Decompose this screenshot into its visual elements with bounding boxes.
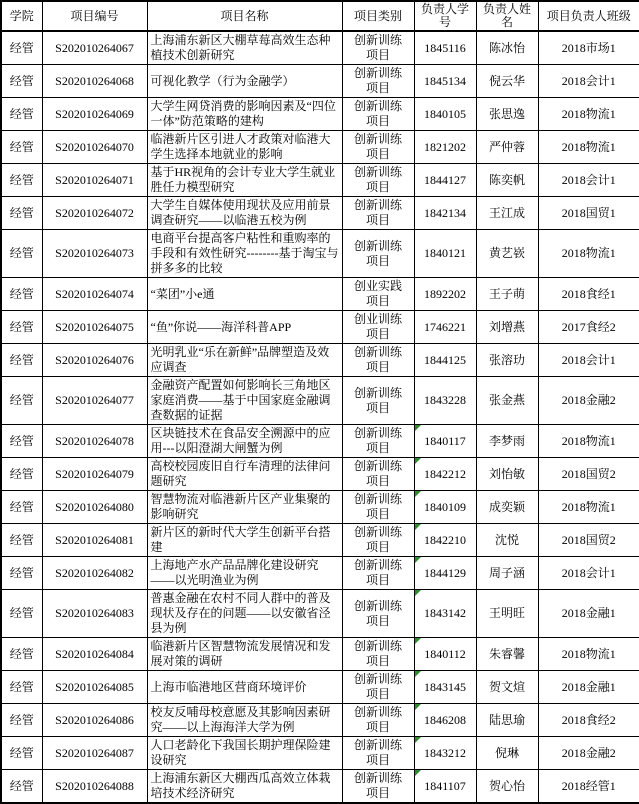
cell-code[interactable]: S202010264086 bbox=[42, 704, 147, 737]
table-row bbox=[1, 344, 639, 377]
cell-leader-name[interactable]: 沈悦 bbox=[476, 524, 538, 557]
table-row bbox=[1, 164, 639, 197]
cell-student-id[interactable]: 1843228 bbox=[414, 377, 476, 425]
table-row bbox=[1, 671, 639, 704]
cell-college[interactable]: 经管 bbox=[1, 425, 42, 458]
cell-college[interactable]: 经管 bbox=[1, 131, 42, 164]
cell-category[interactable]: 创新训练项目 bbox=[342, 590, 414, 638]
error-flag-triangle-icon bbox=[415, 491, 421, 497]
cell-leader-name[interactable]: 刘怡敏 bbox=[476, 458, 538, 491]
cell-college[interactable]: 经管 bbox=[1, 65, 42, 98]
cell-student-id[interactable]: 1840112 bbox=[414, 638, 476, 671]
cell-class[interactable]: 2018金融2 bbox=[538, 377, 639, 425]
cell-code[interactable]: S202010264073 bbox=[42, 230, 147, 278]
cell-name[interactable]: 上海地产水产品品牌化建设研究——以光明渔业为例 bbox=[147, 557, 342, 590]
cell-class[interactable]: 2018金融2 bbox=[538, 737, 639, 770]
cell-leader-name[interactable]: 周子涵 bbox=[476, 557, 538, 590]
cell-class[interactable]: 2018市场1 bbox=[538, 31, 639, 65]
cell-student-id[interactable]: 1840109 bbox=[414, 491, 476, 524]
cell-leader-name[interactable]: 倪云华 bbox=[476, 65, 538, 98]
cell-name[interactable]: 校友反哺母校意愿及其影响因素研究——以上海海洋大学为例 bbox=[147, 704, 342, 737]
cell-student-id[interactable]: 1892202 bbox=[414, 278, 476, 311]
cell-student-id[interactable]: 1746221 bbox=[414, 311, 476, 344]
cell-student-id[interactable]: 1821202 bbox=[414, 131, 476, 164]
column-header-class: 项目负责人班级 bbox=[538, 1, 639, 31]
error-flag-triangle-icon bbox=[415, 524, 421, 530]
cell-college[interactable]: 经管 bbox=[1, 704, 42, 737]
cell-leader-name[interactable]: 贺文煊 bbox=[476, 671, 538, 704]
cell-leader-name[interactable]: 倪琳 bbox=[476, 737, 538, 770]
cell-college[interactable]: 经管 bbox=[1, 31, 42, 65]
table-row bbox=[1, 704, 639, 737]
header-row bbox=[1, 1, 639, 31]
table-row bbox=[1, 377, 639, 425]
cell-category[interactable]: 创新训练项目 bbox=[342, 491, 414, 524]
cell-leader-name[interactable]: 严仲蓉 bbox=[476, 131, 538, 164]
table-row bbox=[1, 425, 639, 458]
cell-leader-name[interactable]: 王明旺 bbox=[476, 590, 538, 638]
column-header-name: 项目名称 bbox=[147, 1, 342, 31]
cell-category[interactable]: 创新训练项目 bbox=[342, 671, 414, 704]
cell-college[interactable]: 经管 bbox=[1, 278, 42, 311]
cell-leader-name[interactable]: 贺心怡 bbox=[476, 770, 538, 804]
cell-name[interactable]: 临港新片区引进人才政策对临港大学生选择本地就业的影响 bbox=[147, 131, 342, 164]
cell-college[interactable]: 经管 bbox=[1, 458, 42, 491]
cell-category[interactable]: 创新训练项目 bbox=[342, 770, 414, 804]
error-flag-triangle-icon bbox=[415, 671, 421, 677]
cell-code[interactable]: S202010264067 bbox=[42, 31, 147, 65]
cell-college[interactable]: 经管 bbox=[1, 164, 42, 197]
cell-leader-name[interactable]: 陆思瑜 bbox=[476, 704, 538, 737]
error-flag-triangle-icon bbox=[415, 590, 421, 596]
cell-name[interactable]: 普惠金融在农村不同人群中的普及现状及存在的问题——以安徽省泾县为例 bbox=[147, 590, 342, 638]
cell-category[interactable]: 创新训练项目 bbox=[342, 65, 414, 98]
column-header-leader-name: 负责人姓名 bbox=[476, 1, 538, 31]
cell-name[interactable]: 新片区的新时代大学生创新平台搭建 bbox=[147, 524, 342, 557]
table-body bbox=[1, 31, 639, 803]
cell-leader-name[interactable]: 陈冰怡 bbox=[476, 31, 538, 65]
cell-name[interactable]: “菜团”小e通 bbox=[147, 278, 342, 311]
cell-class[interactable]: 2018会计1 bbox=[538, 344, 639, 377]
column-header-college: 学院 bbox=[1, 1, 42, 31]
cell-code[interactable]: S202010264077 bbox=[42, 377, 147, 425]
cell-code[interactable]: S202010264088 bbox=[42, 770, 147, 804]
table-row bbox=[1, 197, 639, 230]
cell-name[interactable]: 大学生自媒体使用现状及应用前景调查研究——以临港五校为例 bbox=[147, 197, 342, 230]
cell-category[interactable]: 创新训练项目 bbox=[342, 458, 414, 491]
cell-name[interactable]: “鱼”你说——海洋科普APP bbox=[147, 311, 342, 344]
cell-category[interactable]: 创新训练项目 bbox=[342, 197, 414, 230]
cell-college[interactable]: 经管 bbox=[1, 344, 42, 377]
error-flag-triangle-icon bbox=[415, 425, 421, 431]
cell-college[interactable]: 经管 bbox=[1, 770, 42, 804]
cell-code[interactable]: S202010264075 bbox=[42, 311, 147, 344]
cell-class[interactable]: 2018物流1 bbox=[538, 425, 639, 458]
cell-class[interactable]: 2018金融1 bbox=[538, 671, 639, 704]
cell-class[interactable]: 2018国贸2 bbox=[538, 524, 639, 557]
cell-code[interactable]: S202010264070 bbox=[42, 131, 147, 164]
cell-leader-name[interactable]: 张思逸 bbox=[476, 98, 538, 131]
cell-leader-name[interactable]: 刘增燕 bbox=[476, 311, 538, 344]
error-flag-triangle-icon bbox=[415, 638, 421, 644]
table-row bbox=[1, 524, 639, 557]
cell-class[interactable]: 2018物流1 bbox=[538, 131, 639, 164]
cell-category[interactable]: 创新训练项目 bbox=[342, 377, 414, 425]
cell-name[interactable]: 区块链技术在食品安全溯源中的应用---以阳澄湖大闸蟹为例 bbox=[147, 425, 342, 458]
cell-student-id[interactable]: 1843145 bbox=[414, 671, 476, 704]
cell-student-id[interactable]: 1844127 bbox=[414, 164, 476, 197]
cell-code[interactable]: S202010264084 bbox=[42, 638, 147, 671]
cell-code[interactable]: S202010264074 bbox=[42, 278, 147, 311]
cell-category[interactable]: 创新训练项目 bbox=[342, 164, 414, 197]
cell-category[interactable]: 创新训练项目 bbox=[342, 344, 414, 377]
table-row bbox=[1, 98, 639, 131]
cell-code[interactable]: S202010264085 bbox=[42, 671, 147, 704]
cell-class[interactable]: 2017食经2 bbox=[538, 311, 639, 344]
cell-college[interactable]: 经管 bbox=[1, 524, 42, 557]
cell-class[interactable]: 2018国贸2 bbox=[538, 458, 639, 491]
cell-name[interactable]: 临港新片区智慧物流发展情况和发展对策的调研 bbox=[147, 638, 342, 671]
cell-student-id[interactable]: 1843142 bbox=[414, 590, 476, 638]
cell-name[interactable]: 上海市临港地区营商环境评价 bbox=[147, 671, 342, 704]
cell-code[interactable]: S202010264071 bbox=[42, 164, 147, 197]
cell-class[interactable]: 2018物流1 bbox=[538, 98, 639, 131]
table-row bbox=[1, 638, 639, 671]
cell-code[interactable]: S202010264078 bbox=[42, 425, 147, 458]
cell-student-id[interactable]: 1842134 bbox=[414, 197, 476, 230]
cell-class[interactable]: 2018经管1 bbox=[538, 770, 639, 804]
error-flag-triangle-icon bbox=[415, 557, 421, 563]
cell-class[interactable]: 2018物流1 bbox=[538, 638, 639, 671]
table-header bbox=[1, 1, 639, 31]
cell-name[interactable]: 上海浦东新区大棚西瓜高效立体栽培技术经济研究 bbox=[147, 770, 342, 804]
cell-student-id[interactable]: 1844129 bbox=[414, 557, 476, 590]
cell-student-id[interactable]: 1841107 bbox=[414, 770, 476, 804]
cell-college[interactable]: 经管 bbox=[1, 491, 42, 524]
table-row bbox=[1, 278, 639, 311]
cell-college[interactable]: 经管 bbox=[1, 590, 42, 638]
cell-student-id[interactable]: 1845116 bbox=[414, 31, 476, 65]
cell-code[interactable]: S202010264079 bbox=[42, 458, 147, 491]
cell-category[interactable]: 创新训练项目 bbox=[342, 737, 414, 770]
cell-class[interactable]: 2018物流1 bbox=[538, 491, 639, 524]
cell-student-id[interactable]: 1846208 bbox=[414, 704, 476, 737]
cell-college[interactable]: 经管 bbox=[1, 557, 42, 590]
cell-category[interactable]: 创业训练项目 bbox=[342, 311, 414, 344]
cell-student-id[interactable]: 1842210 bbox=[414, 524, 476, 557]
cell-category[interactable]: 创业实践项目 bbox=[342, 278, 414, 311]
cell-class[interactable]: 2018会计1 bbox=[538, 65, 639, 98]
error-flag-triangle-icon bbox=[415, 458, 421, 464]
cell-name[interactable]: 金融资产配置如何影响长三角地区家庭消费——基于中国家庭金融调查数据的证据 bbox=[147, 377, 342, 425]
cell-class[interactable]: 2018国贸1 bbox=[538, 197, 639, 230]
cell-category[interactable]: 创新训练项目 bbox=[342, 524, 414, 557]
column-header-category: 项目类别 bbox=[342, 1, 414, 31]
cell-college[interactable]: 经管 bbox=[1, 311, 42, 344]
table-row bbox=[1, 770, 639, 804]
cell-code[interactable]: S202010264069 bbox=[42, 98, 147, 131]
cell-college[interactable]: 经管 bbox=[1, 197, 42, 230]
cell-code[interactable]: S202010264072 bbox=[42, 197, 147, 230]
table-row bbox=[1, 65, 639, 98]
cell-student-id[interactable]: 1845134 bbox=[414, 65, 476, 98]
cell-leader-name[interactable]: 王江成 bbox=[476, 197, 538, 230]
table-row bbox=[1, 311, 639, 344]
table-row bbox=[1, 31, 639, 65]
cell-leader-name[interactable]: 黄艺嵚 bbox=[476, 230, 538, 278]
cell-code[interactable]: S202010264081 bbox=[42, 524, 147, 557]
cell-name[interactable]: 人口老龄化下我国长期护理保险建设研究 bbox=[147, 737, 342, 770]
column-header-student-id: 负责人学号 bbox=[414, 1, 476, 31]
cell-class[interactable]: 2018食经2 bbox=[538, 704, 639, 737]
cell-name[interactable]: 基于HR视角的会计专业大学生就业胜任力模型研究 bbox=[147, 164, 342, 197]
cell-name[interactable]: 可视化教学（行为金融学） bbox=[147, 65, 342, 98]
cell-category[interactable]: 创新训练项目 bbox=[342, 557, 414, 590]
cell-category[interactable]: 创新训练项目 bbox=[342, 425, 414, 458]
cell-college[interactable]: 经管 bbox=[1, 98, 42, 131]
cell-student-id[interactable]: 1842212 bbox=[414, 458, 476, 491]
cell-code[interactable]: S202010264080 bbox=[42, 491, 147, 524]
cell-leader-name[interactable]: 王子萌 bbox=[476, 278, 538, 311]
cell-college[interactable]: 经管 bbox=[1, 230, 42, 278]
cell-code[interactable]: S202010264082 bbox=[42, 557, 147, 590]
error-flag-triangle-icon bbox=[415, 704, 421, 710]
cell-class[interactable]: 2018金融1 bbox=[538, 590, 639, 638]
cell-leader-name[interactable]: 张金燕 bbox=[476, 377, 538, 425]
cell-category[interactable]: 创新训练项目 bbox=[342, 31, 414, 65]
cell-name[interactable]: 智慧物流对临港新片区产业集聚的影响研究 bbox=[147, 491, 342, 524]
cell-college[interactable]: 经管 bbox=[1, 638, 42, 671]
cell-student-id[interactable]: 1843212 bbox=[414, 737, 476, 770]
cell-class[interactable]: 2018食经1 bbox=[538, 278, 639, 311]
cell-class[interactable]: 2018会计1 bbox=[538, 557, 639, 590]
cell-college[interactable]: 经管 bbox=[1, 737, 42, 770]
cell-name[interactable]: 大学生网贷消费的影响因素及“四位一体”防范策略的建构 bbox=[147, 98, 342, 131]
error-flag-triangle-icon bbox=[415, 737, 421, 743]
cell-leader-name[interactable]: 陈奕帆 bbox=[476, 164, 538, 197]
cell-category[interactable]: 创新训练项目 bbox=[342, 131, 414, 164]
cell-category[interactable]: 创新训练项目 bbox=[342, 638, 414, 671]
cell-name[interactable]: 高校校园废旧自行车清理的法律问题研究 bbox=[147, 458, 342, 491]
cell-student-id[interactable]: 1840117 bbox=[414, 425, 476, 458]
cell-code[interactable]: S202010264076 bbox=[42, 344, 147, 377]
cell-name[interactable]: 光明乳业“乐在新鲜”品牌塑造及效应调查 bbox=[147, 344, 342, 377]
table-row bbox=[1, 590, 639, 638]
table-row bbox=[1, 557, 639, 590]
cell-code[interactable]: S202010264083 bbox=[42, 590, 147, 638]
error-flag-triangle-icon bbox=[415, 770, 421, 776]
table-row bbox=[1, 230, 639, 278]
cell-category[interactable]: 创新训练项目 bbox=[342, 98, 414, 131]
column-header-code: 项目编号 bbox=[42, 1, 147, 31]
cell-leader-name[interactable]: 成奕颖 bbox=[476, 491, 538, 524]
cell-category[interactable]: 创新训练项目 bbox=[342, 704, 414, 737]
cell-student-id[interactable]: 1844125 bbox=[414, 344, 476, 377]
table-row bbox=[1, 458, 639, 491]
table-row bbox=[1, 737, 639, 770]
cell-name[interactable]: 电商平台提高客户粘性和重购率的手段和有效性研究--------基于淘宝与拼多多的比较 bbox=[147, 230, 342, 278]
cell-code[interactable]: S202010264087 bbox=[42, 737, 147, 770]
cell-college[interactable]: 经管 bbox=[1, 671, 42, 704]
table-row bbox=[1, 131, 639, 164]
cell-college[interactable]: 经管 bbox=[1, 377, 42, 425]
cell-class[interactable]: 2018物流1 bbox=[538, 230, 639, 278]
cell-leader-name[interactable]: 朱睿馨 bbox=[476, 638, 538, 671]
table-row bbox=[1, 491, 639, 524]
cell-student-id[interactable]: 1840105 bbox=[414, 98, 476, 131]
cell-code[interactable]: S202010264068 bbox=[42, 65, 147, 98]
cell-category[interactable]: 创新训练项目 bbox=[342, 230, 414, 278]
cell-name[interactable]: 上海浦东新区大棚草莓高效生态种植技术创新研究 bbox=[147, 31, 342, 65]
cell-student-id[interactable]: 1840121 bbox=[414, 230, 476, 278]
cell-class[interactable]: 2018会计1 bbox=[538, 164, 639, 197]
cell-leader-name[interactable]: 李梦雨 bbox=[476, 425, 538, 458]
cell-leader-name[interactable]: 张溶玏 bbox=[476, 344, 538, 377]
